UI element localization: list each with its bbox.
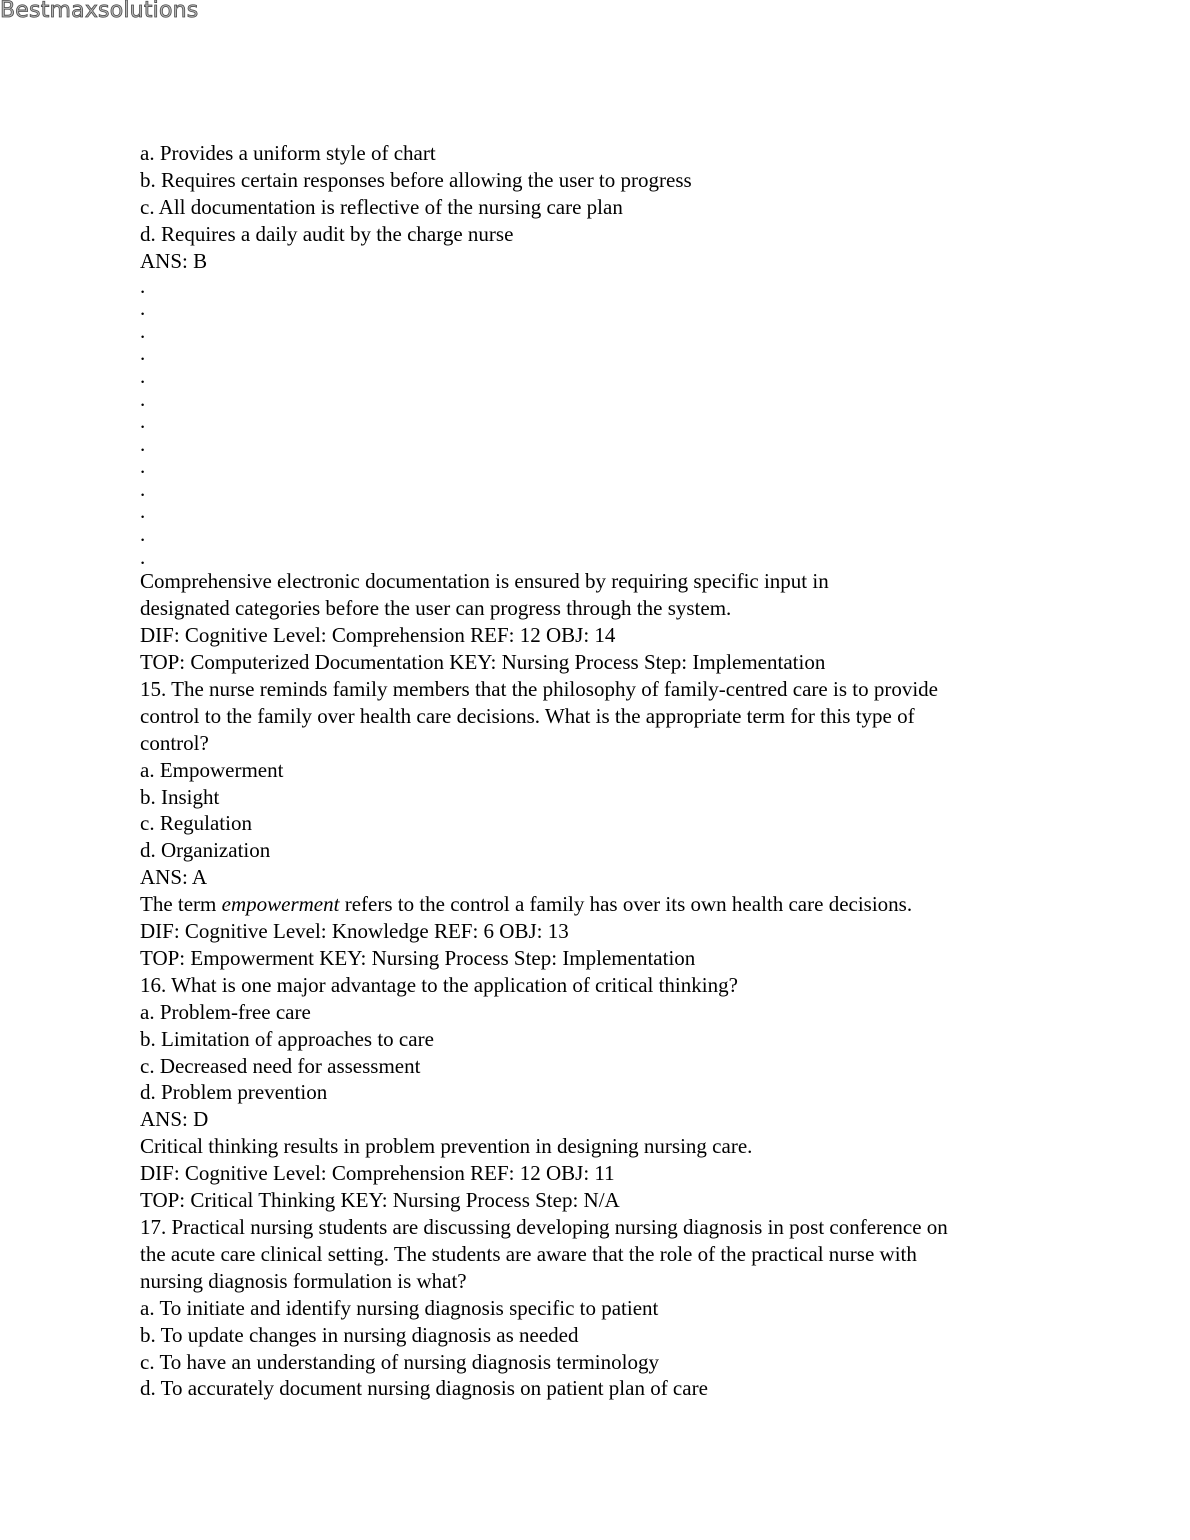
dot-separator: . xyxy=(140,318,146,343)
document-body xyxy=(140,140,1080,1402)
question-16-block xyxy=(140,972,1080,1214)
question-stem: control to the family over health care decisions. What is the appropriate term for this type of xyxy=(140,703,915,728)
answer: ANS: B xyxy=(140,248,208,273)
topic-key: TOP: Computerized Documentation KEY: Nursing Process Step: Implementation xyxy=(140,649,826,674)
question-stem: control? xyxy=(140,730,209,755)
dot-separator: . xyxy=(140,409,146,434)
answer: ANS: D xyxy=(140,1107,209,1132)
option-c: c. All documentation is reflective of the nursing care plan xyxy=(140,194,623,219)
dot-separator: . xyxy=(140,522,146,547)
question-stem: 15. The nurse reminds family members that the philosophy of family-centred care is to provide xyxy=(140,676,938,701)
question-stem: nursing diagnosis formulation is what? xyxy=(140,1268,467,1293)
rationale: designated categories before the user can progress through the system. xyxy=(140,596,732,621)
option-c: c. Regulation xyxy=(140,811,252,836)
rationale-text: The term xyxy=(140,892,222,917)
rationale-text: refers to the control a family has over its own health care decisions. xyxy=(339,892,913,917)
rationale: Comprehensive electronic documentation is ensured by requiring specific input in xyxy=(140,569,829,594)
option-b: b. Insight xyxy=(140,784,220,809)
dot-separator: . xyxy=(140,476,146,501)
difficulty-ref: DIF: Cognitive Level: Comprehension REF: 12 OBJ: 11 xyxy=(140,1161,615,1186)
difficulty-ref: DIF: Cognitive Level: Comprehension REF: 12 OBJ: 14 xyxy=(140,623,616,648)
dot-separator: . xyxy=(140,431,146,456)
difficulty-ref: DIF: Cognitive Level: Knowledge REF: 6 OBJ: 13 xyxy=(140,919,569,944)
rationale xyxy=(140,891,1080,918)
dot-separator: . xyxy=(140,296,146,321)
option-a: a. Empowerment xyxy=(140,757,284,782)
option-b: b. Limitation of approaches to care xyxy=(140,1026,434,1051)
option-d: d. Organization xyxy=(140,838,271,863)
option-d: d. Requires a daily audit by the charge nurse xyxy=(140,221,514,246)
dot-separator: . xyxy=(140,363,146,388)
option-a: a. Problem-free care xyxy=(140,999,311,1024)
question-stem: 16. What is one major advantage to the application of critical thinking? xyxy=(140,972,738,997)
topic-key: TOP: Empowerment KEY: Nursing Process Step: Implementation xyxy=(140,945,696,970)
question-15-block xyxy=(140,676,1080,972)
dot-separator: . xyxy=(140,544,146,569)
option-a: a. To initiate and identify nursing diagnosis specific to patient xyxy=(140,1295,659,1320)
topic-key: TOP: Critical Thinking KEY: Nursing Process Step: N/A xyxy=(140,1188,620,1213)
rationale: Critical thinking results in problem prevention in designing nursing care. xyxy=(140,1134,753,1159)
question-14-block xyxy=(140,140,1080,676)
option-a: a. Provides a uniform style of chart xyxy=(140,141,436,165)
rationale-term: empowerment xyxy=(221,892,340,917)
dot-separator: . xyxy=(140,386,146,411)
question-stem: the acute care clinical setting. The students are aware that the role of the practical nurse with xyxy=(140,1241,917,1266)
option-b: b. Requires certain responses before allowing the user to progress xyxy=(140,167,692,192)
dot-separator: . xyxy=(140,273,146,298)
option-c: c. Decreased need for assessment xyxy=(140,1053,421,1078)
answer: ANS: A xyxy=(140,865,208,890)
option-d: d. To accurately document nursing diagnosis on patient plan of care xyxy=(140,1376,708,1401)
option-d: d. Problem prevention xyxy=(140,1080,328,1105)
question-stem: 17. Practical nursing students are discussing developing nursing diagnosis in post conference on xyxy=(140,1215,948,1239)
dot-separator: . xyxy=(140,454,146,479)
option-c: c. To have an understanding of nursing diagnosis terminology xyxy=(140,1349,659,1374)
watermark-logo: Bestmaxsolutions xyxy=(0,0,199,23)
option-b: b. To update changes in nursing diagnosis as needed xyxy=(140,1322,579,1347)
dot-separator: . xyxy=(140,499,146,524)
dot-separator: . xyxy=(140,341,146,366)
question-17-block xyxy=(140,1214,1080,1402)
